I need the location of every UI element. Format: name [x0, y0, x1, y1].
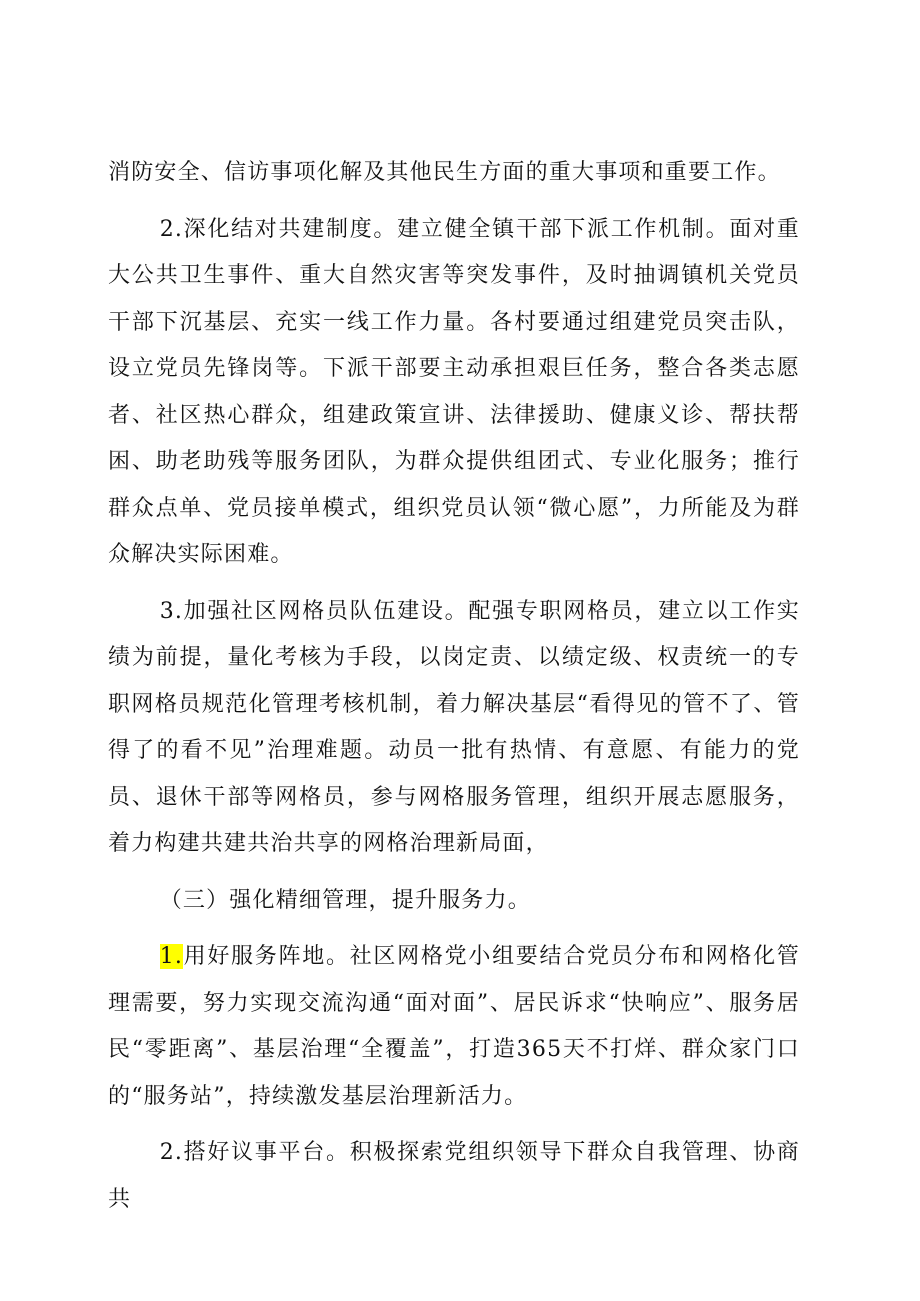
paragraph-text: 用好服务阵地。社区网格党小组要结合党员分布和网格化管理需要，努力实现交流沟通“面对面”、居民诉求“快响应”、服务居民“零距离”、基层治理“全覆盖”，打造365天不打烊、群众家门口的“服务站”，持续激发基层治理新活力。: [108, 944, 800, 1109]
paragraph-item-2-platform: 2.搭好议事平台。积极探索党组织领导下群众自我管理、协商共: [108, 1140, 800, 1212]
paragraph-item-2-pairing: 2.深化结对共建制度。建立健全镇干部下派工作机制。面对重大公共卫生事件、重大自然灾害等突发事件，及时抽调镇机关党员干部下沉基层、充实一线工作力量。各村要通过组建党员突击队，设立党员先锋岗等。下派干部要主动承担艰巨任务，整合各类志愿者、社区热心群众，组建政策宣讲、法律援助、健康义诊、帮扶帮困、助老助残等服务团队，为群众提供组团式、专业化服务；推行群众点单、党员接单模式，组织党员认领“微心愿”，力所能及为群众解决实际困难。: [108, 216, 800, 567]
paragraph-continuation: 消防安全、信访事项化解及其他民生方面的重大事项和重要工作。: [108, 160, 781, 185]
section-heading-3: （三）强化精细管理，提升服务力。: [159, 887, 531, 913]
paragraph-item-3-grid-staff: 3.加强社区网格员队伍建设。配强专职网格员，建立以工作实绩为前提，量化考核为手段，以岗定责、以绩定级、权责统一的专职网格员规范化管理考核机制，着力解决基层“看得见的管不了、管得了的看不见”治理难题。动员一批有热情、有意愿、有能力的党员、退休干部等网格员，参与网格服务管理，组织开展志愿服务，着力构建共建共治共享的网格治理新局面，: [108, 598, 800, 856]
highlighted-list-marker: 1.: [159, 944, 184, 969]
paragraph-item-1-service-base: [108, 934, 800, 1120]
